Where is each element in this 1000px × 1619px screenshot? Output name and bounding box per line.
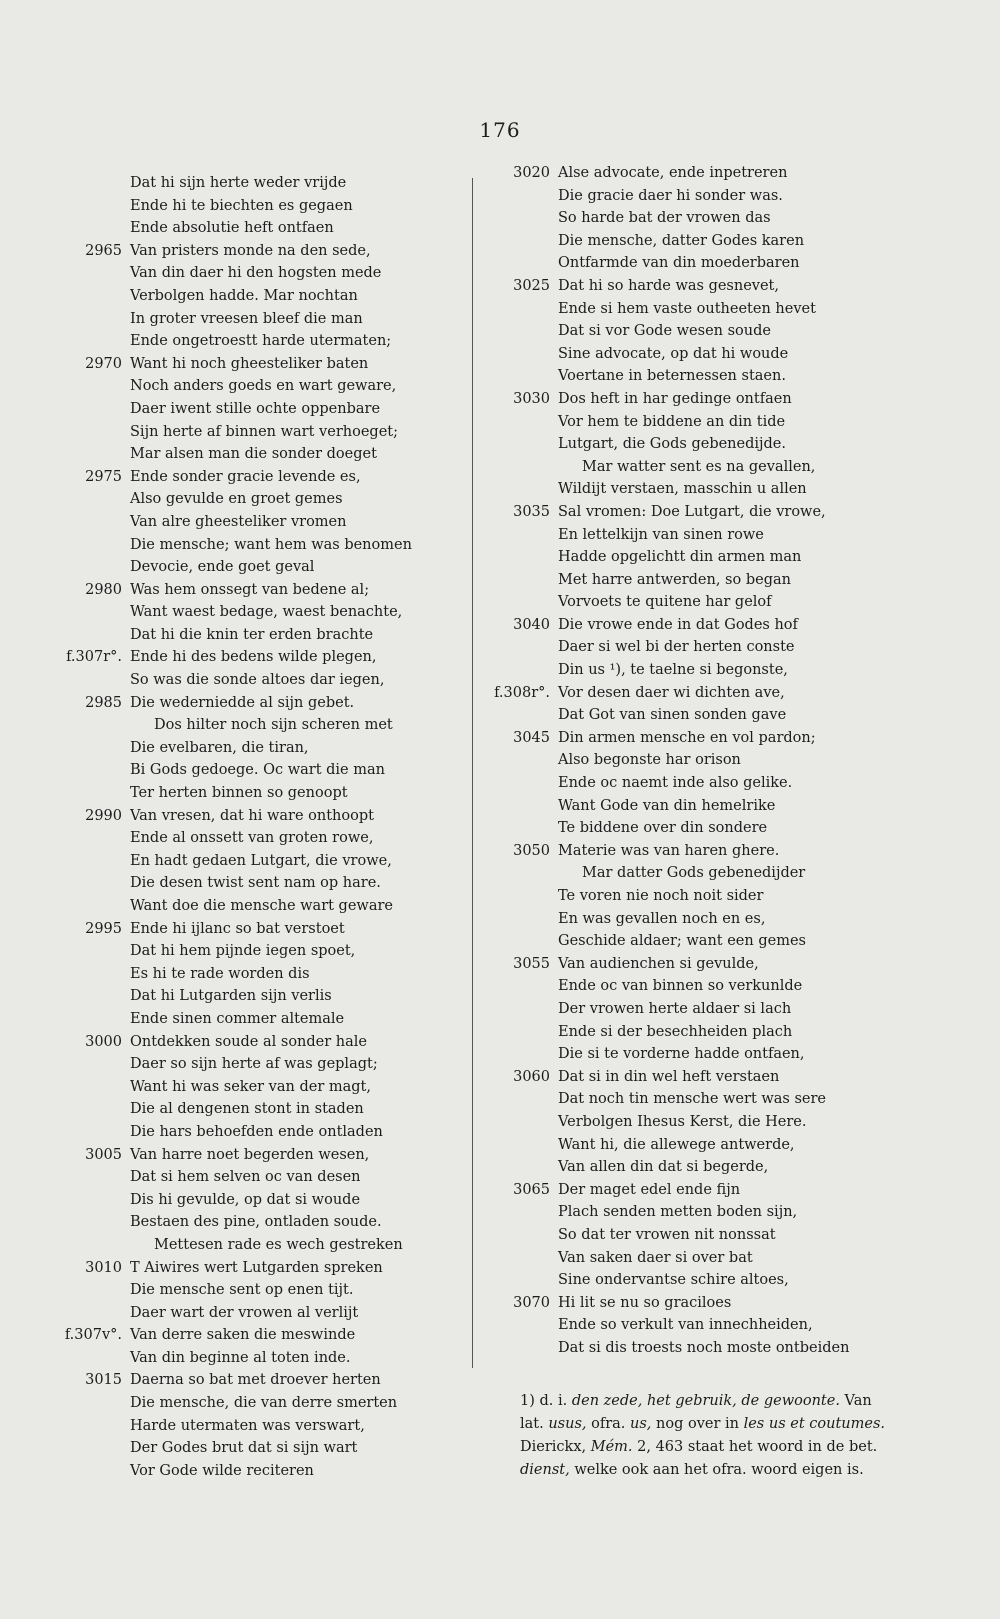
verse-line — [486, 1134, 926, 1157]
line-number: 2980 — [85, 581, 122, 598]
line-number: 3065 — [513, 1181, 550, 1198]
verse-line — [40, 353, 470, 376]
footnote-italic: les us et coutumes. — [743, 1416, 886, 1432]
verse-line — [486, 795, 926, 818]
footnote-italic: us, — [630, 1416, 652, 1432]
verse-text: Dat si vor Gode wesen soude — [558, 323, 771, 340]
footnote-text: ofra. — [586, 1416, 630, 1432]
verse-text: Die mensche; want hem was benomen — [130, 536, 412, 553]
footnote-text: welke ook aan het ofra. woord eigen is. — [569, 1462, 864, 1478]
verse-line — [486, 659, 926, 682]
verse-line — [486, 1201, 926, 1224]
verse-text: Bi Gods gedoege. Oc wart die man — [130, 762, 385, 779]
verse-text: Ende hi des bedens wilde plegen, — [130, 649, 377, 666]
verse-text: Also begonste har orison — [558, 752, 741, 769]
verse-line — [486, 1269, 926, 1292]
verse-line — [40, 1392, 470, 1415]
verse-text: Ende si der besechheiden plach — [558, 1023, 793, 1040]
verse-text: So dat ter vrowen nit nonssat — [558, 1226, 776, 1243]
verse-text: So was die sonde altoes dar iegen, — [130, 672, 385, 689]
verse-line — [40, 285, 470, 308]
line-number: 3025 — [513, 277, 550, 294]
verse-text: Ende absolutie heft ontfaen — [130, 220, 334, 237]
verse-text: Ende so verkult van innechheiden, — [558, 1317, 813, 1334]
line-number: 3015 — [85, 1372, 122, 1389]
verse-text: Dat si hem selven oc van desen — [130, 1169, 361, 1186]
verse-text: Der maget edel ende fijn — [558, 1181, 741, 1198]
line-number: 2965 — [85, 242, 122, 259]
verse-text: Devocie, ende goet geval — [130, 559, 315, 576]
verse-text: Mar datter Gods gebenedijder — [582, 865, 806, 882]
verse-text: Die al dengenen stont in staden — [130, 1101, 364, 1118]
verse-line — [486, 162, 926, 185]
verse-text: Mar alsen man die sonder doeget — [130, 446, 377, 463]
verse-line — [486, 704, 926, 727]
verse-text: Te voren nie noch noit sider — [558, 888, 764, 904]
verse-line — [486, 953, 926, 976]
verse-text: Van din daer hi den hogsten mede — [130, 265, 382, 282]
verse-line — [486, 275, 926, 298]
verse-text: In groter vreesen bleef die man — [130, 310, 363, 327]
verse-line — [486, 1337, 926, 1360]
footnote-italic: den zede, het gebruik, de gewoonte. — [571, 1393, 840, 1409]
verse-text: Te biddene over din sondere — [558, 820, 768, 837]
verse-line — [40, 1257, 470, 1280]
verse-line — [40, 872, 470, 895]
verse-line — [486, 840, 926, 863]
verse-line — [40, 443, 470, 466]
verse-line — [40, 1211, 470, 1234]
footnote-line-4 — [520, 1459, 920, 1482]
verse-line — [40, 534, 470, 557]
verse-line — [486, 185, 926, 208]
verse-text: Daer si wel bi der herten conste — [558, 639, 795, 656]
verse-text: Voertane in beternessen staen. — [558, 368, 786, 385]
verse-line — [486, 1111, 926, 1134]
verse-text: Ende si hem vaste outheeten hevet — [558, 300, 816, 317]
verse-line — [486, 456, 926, 479]
verse-text: Vor desen daer wi dichten ave, — [558, 684, 785, 701]
verse-text: Van audienchen si gevulde, — [558, 955, 759, 972]
verse-line — [40, 375, 470, 398]
verse-line — [40, 398, 470, 421]
verse-line — [486, 908, 926, 931]
verse-line — [40, 714, 470, 737]
verse-text: Dis hi gevulde, op dat si woude — [130, 1191, 361, 1208]
verse-text: Sal vromen: Doe Lutgart, die vrowe, — [558, 503, 826, 520]
verse-line — [40, 1347, 470, 1370]
verse-text: Verbolgen Ihesus Kerst, die Here. — [558, 1113, 807, 1130]
line-number: 2970 — [85, 355, 122, 372]
verse-line — [486, 975, 926, 998]
verse-line — [486, 1156, 926, 1179]
verse-line — [40, 1460, 470, 1483]
verse-line — [486, 569, 926, 592]
verse-text: Ende sonder gracie levende es, — [130, 468, 361, 485]
verse-text: Ende al onssett van groten rowe, — [130, 830, 374, 847]
line-number: f.308r°. — [494, 684, 550, 701]
verse-text: Want waest bedage, waest benachte, — [130, 604, 403, 621]
line-number: 3070 — [513, 1294, 550, 1311]
verse-text: Noch anders goeds en wart geware, — [130, 378, 397, 395]
verse-text: Sine ondervantse schire altoes, — [558, 1272, 789, 1289]
verse-text: Met harre antwerden, so began — [558, 571, 791, 588]
verse-line — [40, 850, 470, 873]
verse-text: Die mensche, die van derre smerten — [130, 1395, 398, 1412]
line-number: 3010 — [85, 1259, 122, 1276]
verse-text: Want hi noch gheesteliker baten — [130, 355, 369, 372]
verse-line — [486, 501, 926, 524]
footnote-text: Dierickx, — [520, 1439, 591, 1455]
verse-line — [40, 759, 470, 782]
verse-text: Die gracie daer hi sonder was. — [558, 187, 783, 204]
verse-text: Materie was van haren ghere. — [558, 842, 780, 859]
footnote-line-2 — [520, 1413, 920, 1436]
verse-text: Ende hi te biechten es gegaen — [130, 197, 353, 214]
verse-text: Want hi was seker van der magt, — [130, 1078, 371, 1095]
verse-text: Plach senden metten boden sijn, — [558, 1204, 798, 1221]
verse-text: En lettelkijn van sinen rowe — [558, 526, 764, 543]
verse-line — [486, 478, 926, 501]
verse-line — [40, 1008, 470, 1031]
verse-line — [40, 195, 470, 218]
verse-line — [40, 895, 470, 918]
verse-text: Die wederniedde al sijn gebet. — [130, 694, 355, 711]
verse-line — [40, 421, 470, 444]
verse-text: Dat noch tin mensche wert was sere — [558, 1091, 827, 1108]
verse-text: Want hi, die allewege antwerde, — [558, 1136, 795, 1153]
line-number: 3045 — [513, 729, 550, 746]
verse-text: Alse advocate, ende inpetreren — [558, 165, 788, 181]
verse-line — [40, 308, 470, 331]
verse-text: Wildijt verstaen, masschin u allen — [558, 481, 807, 498]
verse-line — [40, 1437, 470, 1460]
verse-line — [486, 636, 926, 659]
verse-text: Es hi te rade worden dis — [130, 965, 310, 982]
verse-line — [40, 1144, 470, 1167]
verse-line — [40, 985, 470, 1008]
verse-text: Dat Got van sinen sonden gave — [558, 707, 787, 724]
verse-line — [486, 365, 926, 388]
verse-text: Ende oc naemt inde also gelike. — [558, 775, 793, 792]
verse-line — [40, 827, 470, 850]
verse-text: Dat si in din wel heft verstaen — [558, 1068, 780, 1085]
verse-line — [40, 1053, 470, 1076]
verse-line — [40, 1369, 470, 1392]
verse-line — [40, 262, 470, 285]
verse-text: Van derre saken die meswinde — [130, 1327, 356, 1344]
verse-text: Sijn herte af binnen wart verhoeget; — [130, 423, 398, 440]
verse-line — [486, 546, 926, 569]
verse-text: Ontdekken soude al sonder hale — [130, 1033, 368, 1050]
verse-line — [40, 1189, 470, 1212]
verse-line — [486, 433, 926, 456]
verse-text: Dat hi Lutgarden sijn verlis — [130, 988, 332, 1005]
verse-text: Daer wart der vrowen al verlijt — [130, 1304, 359, 1321]
verse-text: Verbolgen hadde. Mar nochtan — [130, 287, 358, 304]
verse-text: Daerna so bat met droever herten — [130, 1372, 381, 1389]
verse-line — [40, 782, 470, 805]
verse-text: Die mensche, datter Godes karen — [558, 232, 805, 249]
verse-text: Ende hi ijlanc so bat verstoet — [130, 920, 345, 937]
verse-line — [40, 1324, 470, 1347]
verse-text: Die desen twist sent nam op hare. — [130, 875, 381, 892]
verse-line — [40, 601, 470, 624]
verse-line — [486, 682, 926, 705]
verse-text: En was gevallen noch en es, — [558, 910, 766, 927]
verse-line — [40, 172, 470, 195]
line-number: f.307v°. — [64, 1327, 122, 1344]
verse-text: Geschide aldaer; want een gemes — [558, 933, 806, 950]
line-number: 3000 — [85, 1033, 122, 1050]
verse-line — [40, 1234, 470, 1257]
page-number: 176 — [479, 118, 521, 142]
verse-line — [486, 1088, 926, 1111]
verse-line — [40, 737, 470, 760]
verse-line — [486, 411, 926, 434]
verse-text: Ontfarmde van din moederbaren — [558, 255, 800, 272]
line-number: 2990 — [85, 807, 122, 824]
verse-line — [40, 488, 470, 511]
verse-line — [40, 466, 470, 489]
verse-line — [40, 1302, 470, 1325]
verse-line — [486, 930, 926, 953]
right-verse-column — [486, 162, 926, 1359]
verse-line — [486, 772, 926, 795]
verse-text: Vorvoets te quitene har gelof — [558, 594, 772, 611]
verse-line — [40, 556, 470, 579]
verse-line — [40, 579, 470, 602]
verse-line — [486, 1066, 926, 1089]
verse-text: Van vresen, dat hi ware onthoopt — [130, 807, 374, 824]
footnote-text: nog over in — [651, 1416, 744, 1432]
verse-line — [486, 298, 926, 321]
verse-text: Want doe die mensche wart geware — [130, 898, 393, 914]
left-verse-column — [40, 172, 470, 1482]
line-number: f.307r°. — [66, 649, 122, 666]
verse-text: Din us ¹), te taelne si begonste, — [558, 662, 788, 679]
verse-line — [40, 1031, 470, 1054]
verse-text: Mar watter sent es na gevallen, — [582, 458, 816, 475]
verse-line — [486, 749, 926, 772]
verse-text: Daer iwent stille ochte oppenbare — [130, 400, 381, 417]
verse-text: Lutgart, die Gods gebenedijde. — [558, 436, 786, 453]
footnote-italic: usus, — [548, 1416, 587, 1432]
verse-line — [40, 646, 470, 669]
verse-line — [486, 207, 926, 230]
verse-line — [486, 230, 926, 253]
verse-text: So harde bat der vrowen das — [558, 210, 771, 227]
verse-line — [486, 1021, 926, 1044]
verse-text: Die evelbaren, die tiran, — [130, 739, 309, 756]
verse-text: Harde utermaten was verswart, — [130, 1417, 365, 1434]
verse-line — [486, 885, 926, 908]
verse-line — [486, 1179, 926, 1202]
verse-text: Der Godes brut dat si sijn wart — [130, 1440, 358, 1457]
verse-line — [40, 918, 470, 941]
footnote-italic: Mém. — [590, 1439, 633, 1455]
line-number: 3035 — [513, 503, 550, 520]
verse-text: Die si te vorderne hadde ontfaen, — [558, 1046, 805, 1063]
verse-text: Van harre noet begerden wesen, — [130, 1146, 370, 1163]
verse-line — [40, 1279, 470, 1302]
verse-line — [40, 1415, 470, 1438]
verse-text: Vor Gode wilde reciteren — [130, 1462, 314, 1479]
verse-line — [486, 614, 926, 637]
verse-text: Mettesen rade es wech gestreken — [154, 1236, 403, 1253]
verse-text: Want Gode van din hemelrike — [558, 797, 776, 814]
footnote — [520, 1390, 920, 1482]
verse-line — [40, 624, 470, 647]
line-number: 3050 — [513, 842, 550, 859]
verse-line — [486, 388, 926, 411]
verse-text: Van din beginne al toten inde. — [130, 1349, 351, 1366]
verse-text: Die vrowe ende in dat Godes hof — [558, 616, 798, 633]
line-number: 2985 — [85, 694, 122, 711]
verse-text: Din armen mensche en vol pardon; — [558, 729, 816, 746]
verse-line — [40, 217, 470, 240]
verse-text: Was hem onssegt van bedene al; — [130, 581, 370, 598]
line-number: 2995 — [85, 920, 122, 937]
verse-text: Die mensche sent op enen tijt. — [130, 1282, 354, 1299]
footnote-text: lat. — [520, 1416, 549, 1432]
footnote-text: Van — [839, 1393, 872, 1409]
verse-line — [40, 963, 470, 986]
verse-text: Dos heft in har gedinge ontfaen — [558, 390, 792, 407]
verse-text: Van saken daer si over bat — [558, 1249, 753, 1266]
footnote-line-3 — [520, 1436, 920, 1459]
line-number: 2975 — [85, 468, 122, 485]
verse-line — [486, 817, 926, 840]
verse-text: Dat hi so harde was gesnevet, — [558, 277, 779, 294]
verse-text: Van pristers monde na den sede, — [130, 242, 371, 259]
verse-text: Hi lit se nu so graciloes — [558, 1294, 732, 1311]
line-number: 3040 — [513, 616, 550, 633]
verse-line — [486, 524, 926, 547]
verse-text: Der vrowen herte aldaer si lach — [558, 1000, 792, 1017]
line-number: 3055 — [513, 955, 550, 972]
verse-text: Dos hilter noch sijn scheren met — [154, 717, 393, 734]
verse-line — [486, 320, 926, 343]
verse-line — [40, 240, 470, 263]
verse-line — [486, 1043, 926, 1066]
verse-text: Ende ongetroestt harde utermaten; — [130, 333, 392, 350]
verse-text: Bestaen des pine, ontladen soude. — [130, 1214, 382, 1231]
verse-line — [486, 1224, 926, 1247]
verse-text: Sine advocate, op dat hi woude — [558, 345, 789, 362]
verse-text: Vor hem te biddene an din tide — [558, 413, 786, 430]
verse-text: Dat hi hem pijnde iegen spoet, — [130, 943, 356, 960]
verse-text: Dat si dis troests noch moste ontbeiden — [558, 1339, 850, 1356]
verse-text: Daer so sijn herte af was geplagt; — [130, 1056, 378, 1073]
verse-line — [486, 1314, 926, 1337]
verse-line — [486, 1292, 926, 1315]
verse-line — [40, 330, 470, 353]
verse-line — [486, 252, 926, 275]
verse-line — [40, 940, 470, 963]
verse-text: Die hars behoefden ende ontladen — [130, 1123, 383, 1140]
footnote-text: 2, 463 staat het woord in de bet. — [632, 1439, 878, 1455]
line-number: 3020 — [513, 165, 550, 181]
verse-line — [486, 343, 926, 366]
verse-line — [40, 1121, 470, 1144]
verse-text: Van alre gheesteliker vromen — [130, 513, 347, 530]
verse-line — [40, 1076, 470, 1099]
verse-text: Ende oc van binnen so verkunlde — [558, 978, 803, 995]
column-divider — [472, 178, 473, 1368]
verse-text: Van allen din dat si begerde, — [558, 1159, 769, 1176]
verse-line — [40, 669, 470, 692]
verse-text: Dat hi die knin ter erden brachte — [130, 626, 374, 643]
line-number: 3005 — [85, 1146, 122, 1163]
verse-text: Ter herten binnen so genoopt — [130, 785, 348, 802]
footnote-text: 1) d. i. — [520, 1393, 572, 1409]
verse-text: Ende sinen commer altemale — [130, 1010, 345, 1027]
verse-line — [486, 998, 926, 1021]
verse-line — [40, 1098, 470, 1121]
line-number: 3030 — [513, 390, 550, 407]
verse-text: T Aiwires wert Lutgarden spreken — [130, 1259, 383, 1276]
verse-line — [40, 1166, 470, 1189]
verse-line — [40, 805, 470, 828]
verse-text: Hadde opgelichtt din armen man — [558, 549, 802, 566]
footnote-italic: dienst, — [520, 1462, 570, 1478]
verse-text: Also gevulde en groet gemes — [130, 491, 343, 508]
verse-line — [486, 727, 926, 750]
line-number: 3060 — [513, 1068, 550, 1085]
verse-line — [486, 591, 926, 614]
verse-text: En hadt gedaen Lutgart, die vrowe, — [130, 852, 392, 869]
verse-line — [40, 511, 470, 534]
verse-line — [486, 1247, 926, 1270]
verse-line — [486, 862, 926, 885]
verse-text: Dat hi sijn herte weder vrijde — [130, 175, 347, 191]
footnote-line-1 — [520, 1390, 920, 1413]
verse-line — [40, 692, 470, 715]
